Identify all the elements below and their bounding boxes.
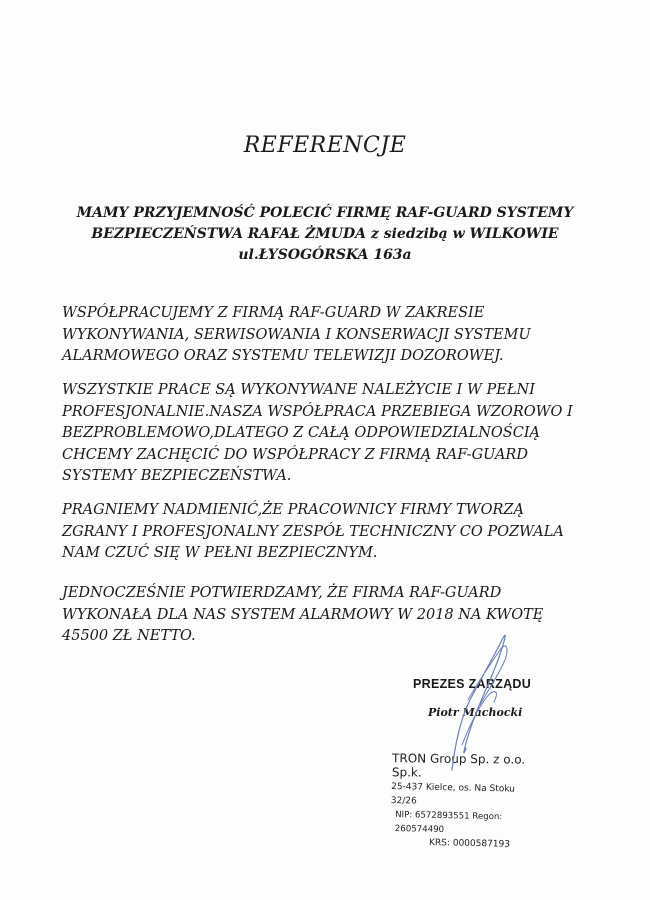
paragraph-line: BEZPROBLEMOWO,DLATEGO Z CAŁĄ ODPOWIEDZIALNOŚCIĄ (62, 425, 541, 441)
paragraph-line: CHCEMY ZACHĘCIĆ DO WSPÓŁPRACY Z FIRMĄ RAF-GUARD (62, 446, 528, 463)
signer-name: Piotr Machocki (428, 706, 523, 719)
intro-paragraph (60, 203, 590, 266)
paragraph-team (62, 500, 582, 565)
document-title: REFERENCJE (243, 133, 407, 158)
stamp-krs: KRS: 0000587193 (428, 838, 511, 850)
stamp-address: 25-437 Kielce, os. Na Stoku 32/26 (390, 782, 516, 807)
paragraph-line: WYKONYWANIA, SERWISOWANIA I KONSERWACJI SYSTEMU (62, 326, 531, 343)
paragraph-line: ALARMOWEGO ORAZ SYSTEMU TELEWIZJI DOZOROWEJ. (62, 348, 504, 364)
paragraph-line: 45500 ZŁ NETTO. (62, 628, 196, 644)
paragraph-line: ZGRANY I PROFESJONALNY ZESPÓŁ TECHNICZNY CO POZWALA (62, 523, 564, 540)
paragraph-line: SYSTEMY BEZPIECZEŃSTWA. (62, 468, 292, 484)
paragraph-line: PROFESJONALNIE.NASZA WSPÓŁPRACA PRZEBIEGA WZOROWO I (62, 403, 573, 420)
paragraph-line: JEDNOCZEŚNIE POTWIERDZAMY, ŻE FIRMA RAF-GUARD (62, 585, 502, 601)
paragraph-confirmation (62, 583, 582, 648)
paragraph-line: WSZYSTKIE PRACE SĄ WYKONYWANE NALEŻYCIE I W PEŁNI (62, 382, 535, 398)
paragraph-line: NAM CZUĆ SIĘ W PEŁNI BEZPIECZNYM. (62, 545, 378, 561)
paragraph-line: WSPÓŁPRACUJEMY Z FIRMĄ RAF-GUARD W ZAKRESIE (62, 305, 485, 321)
signer-position: PREZES ZARZĄDU (413, 677, 532, 691)
intro-line: ul.ŁYSOGÓRSKA 163a (238, 247, 412, 263)
paragraph-line: WYKONAŁA DLA NAS SYSTEM ALARMOWY W 2018 NA KWOTĘ (62, 606, 544, 623)
company-stamp (392, 752, 542, 850)
paragraph-quality (62, 380, 582, 488)
stamp-ids: NIP: 6572893551 Regon: 260574490 (394, 810, 503, 836)
intro-line: MAMY PRZYJEMNOŚĆ POLECIĆ FIRMĘ RAF-GUARD SYSTEMY (76, 205, 574, 221)
paragraph-line: PRAGNIEMY NADMIENIĆ,ŻE PRACOWNICY FIRMY TWORZĄ (62, 502, 524, 518)
stamp-company: TRON Group Sp. z o.o. Sp.k. (391, 751, 526, 780)
intro-line: BEZPIECZEŃSTWA RAFAŁ ŻMUDA z siedzibą w WILKOWIE (91, 226, 559, 242)
paragraph-cooperation (62, 303, 582, 368)
